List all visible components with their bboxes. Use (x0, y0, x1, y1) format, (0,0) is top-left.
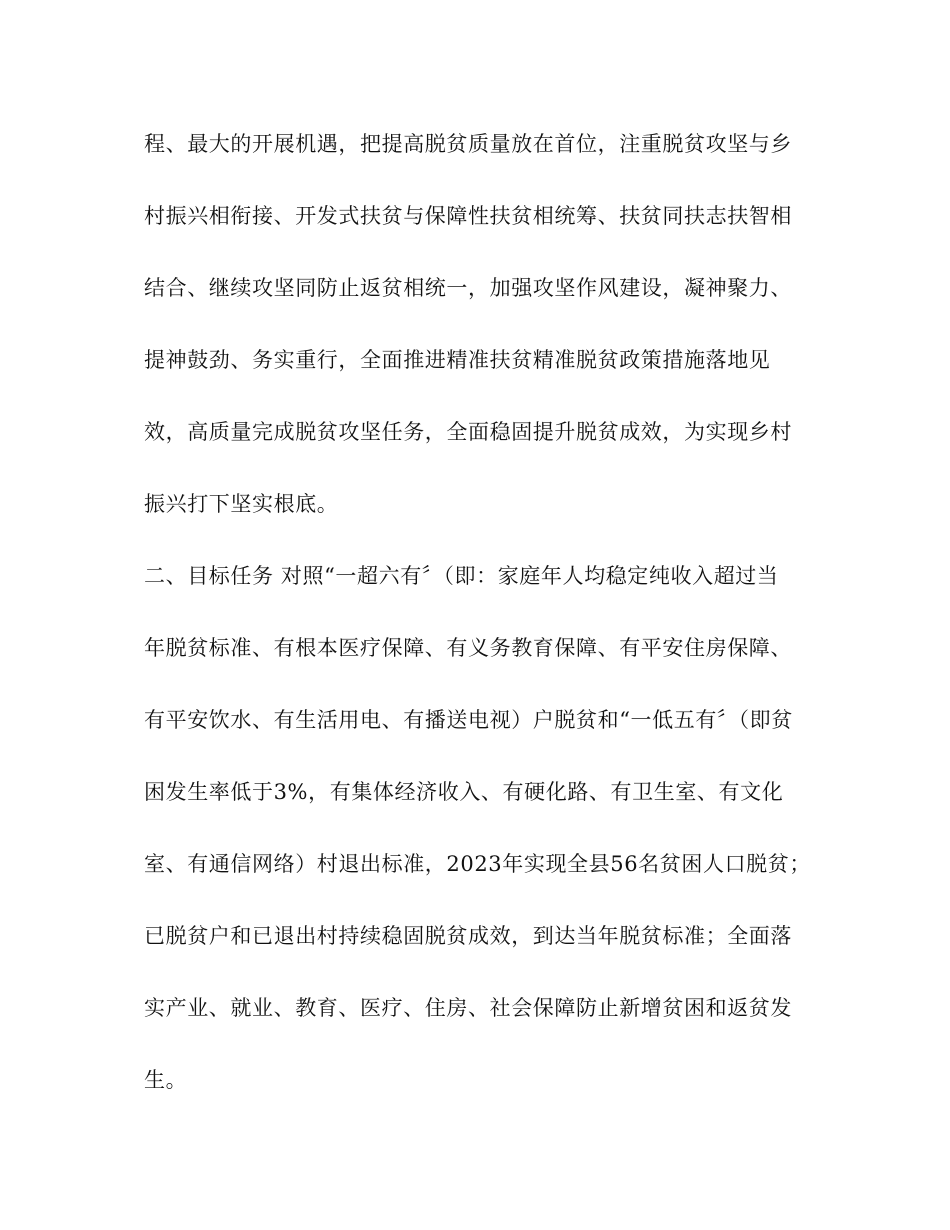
paragraph-line: 效，高质量完成脱贫攻坚任务，全面稳固提升脱贫成效，为实现乡村 (144, 420, 792, 444)
paragraph-line: 年脱贫标准、有根本医疗保障、有义务教育保障、有平安住房保障、 (144, 636, 792, 660)
paragraph-line: 实产业、就业、教育、医疗、住房、社会保障防止新增贫困和返贫发 (144, 996, 792, 1020)
paragraph-line: 室、有通信网络）村退出标准，2023年实现全县56名贫困人口脱贫； (144, 852, 811, 876)
paragraph-line: 村振兴相衔接、开发式扶贫与保障性扶贫相统筹、扶贫同扶志扶智相 (144, 204, 792, 228)
paragraph-line: 程、最大的开展机遇，把提高脱贫质量放在首位，注重脱贫攻坚与乡 (144, 132, 792, 156)
paragraph-line: 结合、继续攻坚同防止返贫相统一，加强攻坚作风建设，凝神聚力、 (144, 276, 792, 300)
paragraph-line: 有平安饮水、有生活用电、有播送电视）户脱贫和“一低五有〞（即贫 (144, 708, 793, 732)
paragraph-line: 生。 (144, 1068, 188, 1092)
paragraph-line: 振兴打下坚实根底。 (144, 492, 339, 516)
paragraph-line: 提神鼓劲、务实重行，全面推进精准扶贫精准脱贫政策措施落地见 (144, 348, 771, 372)
paragraph-line: 已脱贫户和已退出村持续稳固脱贫成效，到达当年脱贫标准；全面落 (144, 924, 792, 948)
paragraph-line: 困发生率低于3%，有集体经济收入、有硬化路、有卫生室、有文化 (144, 780, 784, 804)
section-heading-line: 二、目标任务 对照“一超六有〞（即：家庭年人均稳定纯收入超过当 (144, 564, 779, 588)
